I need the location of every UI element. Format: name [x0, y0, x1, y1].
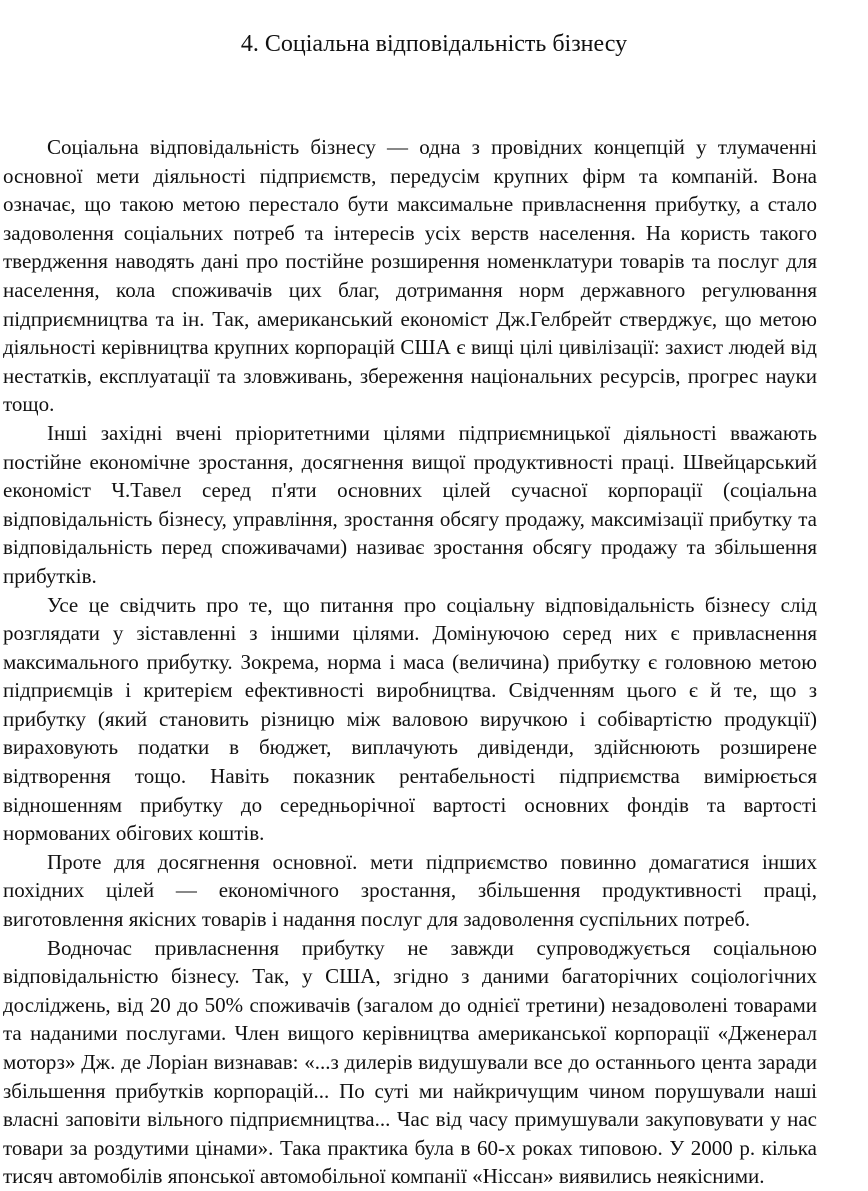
- paragraph: Водночас привласнення прибутку не завжди супроводжується соціальною відповідальністю бізнесу. Так, у США, згідно з даними багаторічних соціологічних досліджень, від 20 до 50% споживачів (загалом до однієї третини) незадоволені товарами та наданими послугами. Член вищого керівництва американської корпорації «Дженерал моторз» Дж. де Лоріан визнавав: «...з дилерів видушували все до останнього цента заради збільшення прибутків корпорацій... По суті ми найкричущим чином порушували наші власні заповіти вільного підприємництва... Час від часу примушували закуповувати у нас товари за роздутими цінами». Така практика була в 60-х роках типовою. У 2000 р. кілька тисяч автомобілів японської автомобільної компанії «Ніссан» виявились неякісними.: [3, 935, 817, 1189]
- paragraph: Проте для досягнення основної. мети підприємство повинно домагатися інших похідних цілей — економічного зростання, збільшення продуктивності праці, виготовлення якісних товарів і надання послуг для задоволення суспільних потреб.: [3, 849, 817, 932]
- body-text: [3, 133, 817, 1191]
- page-title: 4. Соціальна відповідальність бізнесу: [240, 31, 628, 57]
- paragraph: Соціальна відповідальність бізнесу — одна з провідних концепцій у тлумаченні основної мети діяльності підприємств, передусім крупних фірм та компаній. Вона означає, що такою метою перестало бути максимальне привласнення прибутку, а стало задоволення соціальних потреб та інтересів усіх верств населення. На користь такого твердження наводять дані про постійне розширення номенклатури товарів та послуг для населення, кола споживачів цих благ, дотримання норм державного регулювання підприємництва та ін. Так, американський економіст Дж.Гелбрейт стверджує, що метою діяльності керівництва крупних корпорацій США є вищі цілі цивілізації: захист людей від нестатків, експлуатації та зловживань, збереження національних ресурсів, прогрес науки тощо.: [3, 135, 817, 417]
- paragraph: Усе це свідчить про те, що питання про соціальну відповідальність бізнесу слід розглядати у зіставленні з іншими цілями. Домінуючою серед них є привласнення максимального прибутку. Зокрема, норма і маса (величина) прибутку є головною метою підприємців і критерієм ефективності виробництва. Свідченням цього є й те, що з прибутку (який становить різницю між валовою виручкою і собівартістю продукції) вираховують податки в бюджет, виплачують дивіденди, здійснюють розширене відтворення тощо. Навіть показник рентабельності підприємства вимірюється відношенням прибутку до середньорічної вартості основних фондів та вартості нормованих обігових коштів.: [3, 592, 817, 846]
- paragraph: Інші західні вчені пріоритетними цілями підприємницької діяльності вважають постійне економічне зростання, досягнення вищої продуктивності праці. Швейцарський економіст Ч.Тавел серед п'яти основних цілей сучасної корпорації (соціальна відповідальність бізнесу, управління, зростання обсягу продажу, максимізації прибутку та відповідальність перед споживачами) називає зростання обсягу продажу та збільшення прибутків.: [3, 420, 817, 588]
